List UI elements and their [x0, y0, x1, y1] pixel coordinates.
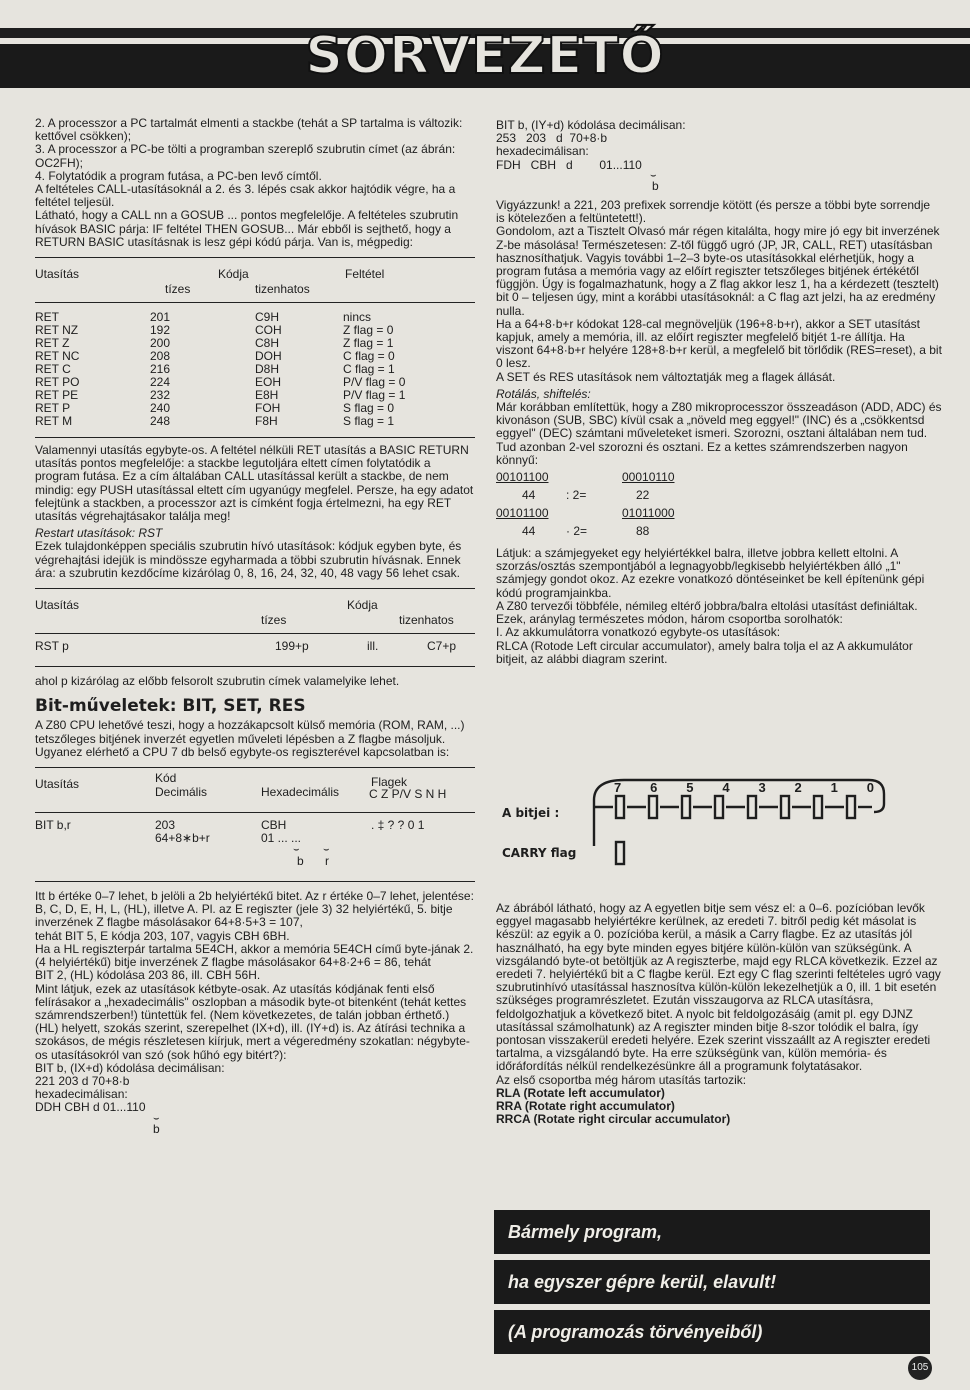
- col-utasitas: Utasítás: [35, 267, 80, 282]
- brace-icon: ⌣: [293, 844, 300, 856]
- cell: 201: [150, 310, 171, 325]
- line: BIT 2, (HL) kódolása 203 86, ill. CBH 56H.: [35, 968, 261, 983]
- cell: RET M: [35, 414, 73, 429]
- col-decimalis: Decimális: [155, 785, 208, 800]
- intro-step-2: 2. A processzor a PC tartalmát elmenti a stackbe (tehát a SP tartalma is változik: kettővel csökken);: [35, 116, 463, 144]
- paragraph: A Z80 CPU lehetővé teszi, hogy a hozzákapcsolt külső memória (ROM, RAM, ...) tetszőleges bitjének inverzét egyetlen műveleti lépésben a Z flagbe másoljuk. Ugyanez elérhető a CPU 7 db belső egybyte-os regiszterével kapcsolatban is:: [35, 718, 465, 759]
- bit-number: 3: [758, 780, 766, 795]
- binary-value: 00101100: [496, 470, 549, 485]
- cell: RET Z: [35, 336, 70, 351]
- paragraph: ahol p kizárólag az előbb felsorolt szubrutin címek valamelyike lehet.: [35, 674, 400, 689]
- page-title: SORVEZETŐ: [305, 26, 665, 86]
- decimal-value: 44: [522, 524, 536, 539]
- rst-table-header: [35, 593, 475, 629]
- intro-step-4: 4. Folytatódik a program futása, a PC-ben levő címtől.: [35, 168, 322, 183]
- cell: Z flag = 0: [343, 323, 394, 338]
- col-utasitas: Utasítás: [35, 598, 80, 613]
- a-bits-label: A bitjei :: [502, 806, 560, 820]
- cell: EOH: [255, 375, 282, 390]
- bit-number: 0: [866, 780, 874, 795]
- restart-heading: Restart utasítások: RST: [35, 526, 163, 541]
- cell: RET NZ: [35, 323, 79, 338]
- bit-numbers: [614, 780, 874, 795]
- line: hexadecimálisan:: [35, 1087, 128, 1102]
- paragraph: Gondolom, azt a Tisztelt Olvasó már régen kitalálta, hogy mire jó egy bit inverzének Z-be másolása! Természetesen: Z-től függő ugró (JP, JR, CALL, RET) utasításban hasznosíthatjuk. Vagyis további 1–2–3 byte-os utasításokkal elérhetjük, hogy a program futása a memória vagy az előírt regiszter tetszőleges bitjének értékétől függjön. Úgy is fogalmazhatunk, hogy a Z flag akkor lesz 1, ha a kérdezett (tesztelt) bit 0 – teljesen úgy, mint a korábbi utasításoknál: a C flag azt jelzi, ha az eredmény nulla.: [496, 224, 940, 318]
- cell: 192: [150, 323, 171, 338]
- paragraph: Látjuk: a számjegyeket egy helyiértékkel balra, illetve jobbra kellett eltolni. A szorzás/osztás szempontjából a legnagyobb/legkisebb helyiértékben álló „1" számjegy gondot okoz. Az ezekre vonatkozó döntéseinket be kell építenünk gépi kódú programjainkba.: [496, 546, 925, 600]
- paragraph: RLCA (Rotode Left circular accumulator), amely balra tolja el az A akkumulátor bitjeit, az alábbi diagram szerint.: [496, 638, 913, 666]
- cell: b: [297, 854, 304, 869]
- cell: E8H: [255, 388, 279, 403]
- bit-table-header: [35, 772, 475, 808]
- cell: 232: [150, 388, 171, 403]
- table-rule: [35, 812, 475, 813]
- paragraph: Valamennyi utasítás egybyte-os. A feltétel nélküli RET utasítás a BASIC RETURN utasítás pontos megfelelője: a stackbe legutoljára eltett címen folytatódik a program futása. Ez a cím általában CALL utasítással került a stackbe, de nem mindig: egy PUSH utasítással eltett cím ugyanúgy megfelel. Persze, ha egy adatot felejtünk a stackben, a processzor azt is címként fogja értelmezni, ha egy RET utasítás végrehajtásakor találja meg!: [35, 443, 474, 524]
- quote-line-1: Bármely program,: [494, 1210, 930, 1254]
- quote-line-2: ha egyszer gépre kerül, elavult!: [494, 1260, 930, 1304]
- cell: 64+8∗b+r: [155, 831, 210, 846]
- paragraph: Ha a 64+8·b+r kódokat 128-cal megnöveljük (196+8·b+r), akkor a SET utasítást kapjuk, amely a memória, ill. az előírt regiszter megfelelő bitjét 1-re állítja. Ha viszont 64+8·b+r helyére 128+8·b+r kerül, a megfelelő bit törlődik (RES=reset), a bit 0 lesz.: [496, 316, 942, 371]
- col-feltetel: Feltétel: [345, 267, 385, 282]
- cell: S flag = 0: [343, 401, 395, 416]
- paragraph: Ezek tulajdonképpen speciális szubrutin hívó utasítások: kódjuk egyben byte, és végrehajtási idejük is mindössze egyharmada a többi szubrutin hívásnak. Ennek ára: a szubrutin kezdőcíme kizárólag 0, 8, 16, 24, 32, 40, 48 vagy 56 lehet csak.: [35, 539, 462, 580]
- cell: FOH: [255, 401, 281, 416]
- bit-number: 2: [794, 780, 802, 795]
- cell: 240: [150, 401, 171, 416]
- cell: RET NC: [35, 349, 80, 364]
- table-rule: [35, 767, 475, 768]
- col-kod: Kód: [155, 771, 177, 786]
- table-rule: [35, 633, 475, 634]
- right-column-lower: [496, 902, 942, 1126]
- line: DDH CBH d 01...110: [35, 1100, 146, 1115]
- cell: C8H: [255, 336, 280, 351]
- binary-value: 01011000: [622, 506, 675, 521]
- cell: DOH: [255, 349, 282, 364]
- paragraph: Vigyázzunk! a 221, 203 prefixek sorrendje kötött (és persze a többi byte sorrendje is kötelezően a feltüntetett!).: [496, 198, 931, 226]
- operator: · 2=: [566, 524, 588, 539]
- cell: r: [325, 854, 329, 869]
- paragraph: Már korábban említettük, hogy a Z80 mikroprocesszor összeadáson (ADD, ADC) és kivonáson (SUB, SBC) kívül csak a „növeld meg eggyel!" (INC) és a „csökkentsd eggyel" (DEC) számtani műveleteket ismeri. Szorozni, osztani általában nem tud. Tud azonban 2-vel szorozni és osztani. Ez a kettes számrendszerben nagyon könnyű:: [496, 400, 942, 467]
- cell: RET P: [35, 401, 71, 416]
- line: FDH CBH d 01...110: [496, 157, 642, 172]
- col-hexadecimalis: Hexadecimális: [261, 785, 340, 800]
- table-row: [35, 415, 475, 428]
- line: hexadecimálisan:: [496, 144, 589, 159]
- col-utasitas: Utasítás: [35, 777, 80, 792]
- cell: P/V flag = 1: [343, 388, 406, 403]
- cell: . ‡ ? ? 0 1: [371, 818, 425, 833]
- cell: C7+p: [427, 639, 457, 654]
- bit-number: 4: [722, 780, 730, 795]
- cell: S flag = 1: [343, 414, 395, 429]
- cell: Z flag = 1: [343, 336, 394, 351]
- cell: 01 ... ...: [261, 831, 302, 846]
- bit-number: 1: [830, 780, 838, 795]
- rst-row: [35, 640, 475, 662]
- cell: 199+p: [275, 639, 309, 654]
- cell: COH: [255, 323, 282, 338]
- cell: RST p: [35, 639, 69, 654]
- cell: 200: [150, 336, 171, 351]
- col-tizenhatos: tizenhatos: [399, 613, 454, 628]
- paragraph: A SET és RES utasítások nem változtatják meg a flagek állását.: [496, 369, 836, 384]
- intro-gosub: Látható, hogy a CALL nn a GOSUB ... pontos megfelelője. A feltételes szubrutin hívások BASIC párja: IF feltétel THEN GOSUB... Már ebből is sejthető, hogy a RETURN BASIC utasításnak is lesz gépi kódú párja. Van is, mégpedig:: [35, 208, 459, 249]
- intro-conditional: A feltételes CALL-utasításoknál a 2. és 3. lépés csak akkor hajtódik végre, ha a feltétel teljesül.: [35, 182, 456, 210]
- binary-value: 00010110: [622, 470, 675, 485]
- cell: 248: [150, 414, 171, 429]
- col-tizes: tízes: [165, 282, 191, 297]
- left-column: [35, 117, 475, 1136]
- list-item: RRCA (Rotate right circular accumulator): [496, 1112, 731, 1127]
- ret-table-header: [35, 262, 475, 298]
- paragraph: Az első csoportba még három utasítás tartozik:: [496, 1072, 747, 1087]
- intro-step-3: 3. A processzor a PC-be tölti a programban szereplő szubrutin címet (az ábrán: OC2FH);: [35, 142, 456, 170]
- cell: RET PO: [35, 375, 80, 390]
- table-rule: [35, 666, 475, 667]
- line: 253 203 d 70+8·b: [496, 131, 608, 146]
- list-item: RRA (Rotate right accumulator): [496, 1099, 675, 1114]
- paragraph: A Z80 tervezői többféle, némileg eltérő jobbra/balra eltolási utasítást definiáltak. Ezek, aránylag természetes módon, három csoportba sorolhatók:: [496, 598, 918, 627]
- rlca-diagram: [494, 770, 934, 880]
- cell: nincs: [343, 310, 372, 325]
- brace-icon: ⌣: [323, 844, 330, 856]
- table-rule: [35, 257, 475, 258]
- cell: C flag = 0: [343, 349, 395, 364]
- binary-value: 00101100: [496, 506, 549, 521]
- paragraph: Itt b értéke 0–7 lehet, b jelöli a 2b helyiértékű bitet. Az r értéke 0–7 lehet, jelentése: B, C, D, E, H, L, (HL), illetve A. Pl. az E regiszter (jele 3) 32 helyiértékű, 5. bitje inverzének Z flagbe másolásakor 64+8·5+3 = 107,: [35, 889, 474, 930]
- bit-number: 6: [650, 780, 658, 795]
- cell: C flag = 1: [343, 362, 395, 377]
- carry-flag-label: CARRY flag: [502, 846, 577, 860]
- brace-icon: ⌣: [650, 169, 657, 181]
- section-title: Bit-műveletek: BIT, SET, RES: [35, 696, 306, 717]
- col-kodja: Kódja: [347, 598, 378, 613]
- line: 221 203 d 70+8·b: [35, 1073, 130, 1088]
- decimal-value: 22: [636, 488, 650, 503]
- cell: RET PE: [35, 388, 79, 403]
- line: b: [153, 1121, 160, 1136]
- line: BIT b, (IX+d) kódolása decimálisan:: [35, 1060, 225, 1075]
- line: tehát BIT 5, E kódja 203, 107, vagyis CBH 6BH.: [35, 928, 290, 943]
- list-item: RLA (Rotate left accumulator): [496, 1085, 665, 1100]
- cell: RET C: [35, 362, 71, 377]
- decimal-value: 88: [636, 524, 650, 539]
- cell: 203: [155, 818, 176, 833]
- quote-line-3: (A programozás törvényeiből): [494, 1310, 930, 1354]
- ret-table: [35, 311, 475, 428]
- paragraph: I. Az akkumulátorra vonatkozó egybyte-os utasítások:: [496, 625, 781, 640]
- cell: P/V flag = 0: [343, 375, 406, 390]
- cell: 224: [150, 375, 171, 390]
- col-tizes: tízes: [261, 613, 287, 628]
- table-rule: [35, 302, 475, 303]
- cell: BIT b,r: [35, 818, 71, 833]
- col-kodja: Kódja: [218, 267, 249, 282]
- bit-row: [35, 819, 475, 877]
- operator: : 2=: [566, 488, 587, 503]
- cell: 216: [150, 362, 171, 377]
- col-flags: C Z P/V S N H: [369, 787, 447, 802]
- cell: ill.: [367, 639, 379, 654]
- cell: CBH: [261, 818, 287, 833]
- cell: C9H: [255, 310, 280, 325]
- cell: 208: [150, 349, 171, 364]
- cell: D8H: [255, 362, 280, 377]
- bit-boxes: [594, 796, 872, 864]
- table-rule: [35, 437, 475, 438]
- cell: F8H: [255, 414, 278, 429]
- right-column: [496, 119, 942, 666]
- cell: RET: [35, 310, 59, 325]
- decimal-value: 44: [522, 488, 536, 503]
- line: Ha a HL regiszterpár tartalma 5E4CH, akkor a memória 5E4CH című byte-jának 2. (4 helyiértékű) bitje inverzének Z flagbe másolásakor 64+8·2+6 = 86, tehát: [35, 941, 474, 970]
- bit-number: 7: [614, 780, 622, 795]
- paragraph: Az ábrából látható, hogy az A egyetlen bitje sem vész el: a 0–6. pozícióban levők eggyel magasabb helyiértékre kerülnek, az eredeti 7. bitről pedig két másolat is készül: az egyik a 0. pozícióba kerül, a másik a Carry flagbe. Ez az utasítás jól használható, ha egy byte minden egyes bitjére külön-külön van szükségünk. A vizsgálandó byte-ot betöltjük az A regiszterbe, majd egy RLCA következik. Ezzel az eredeti 7. helyiértékű bit a C flagbe kerül. Ezt egy C flag szerinti feltételes ugró vagy szubrutinhívó utasítással hasznosítva külön-külön lekezelhetjük a 0, ill. 1 bit esetén szükséges programrészletet. Ezután visszaugorva az RLCA utasításra, feldolgozhatjuk a következő bitet. A nyolc bit feldolgozásáig (amit pl. egy DJNZ utasítással számolhatunk) az A regiszter minden bitje 8-szor tolódik el balra, így pontosan visszakerül eredeti helyére. Ezek szerint visszaállt az A regiszter eredeti tartalma, a vizsgálandó byte. Ha erre szükségünk van, külön memória- és időráfordítás nélkül rendelkezésünkre áll a programunk folytatásakor.: [496, 901, 941, 1074]
- col-tizenhatos: tizenhatos: [255, 282, 310, 297]
- page-number: 105: [908, 1356, 932, 1380]
- brace-icon: ⌣: [153, 1112, 160, 1124]
- line: b: [652, 178, 659, 193]
- bit-number: 5: [686, 780, 694, 795]
- binary-examples: [496, 471, 942, 547]
- table-rule: [35, 588, 475, 589]
- table-rule: [35, 881, 475, 882]
- col-flagek: Flagek: [371, 775, 408, 790]
- line: Mint látjuk, ezek az utasítások kétbyte-osak. Az utasítás kódjának fenti első felírásakor a „hexadecimális" oszlopban a második byte-ot bitenként (tehát kettes számrendszerben!) tüntettük fel. (Nem következetes, de talán jobban érthető.) (HL) helyett, szokás szerint, szerepelhet (IX+d), ill. (IY+d) is. Az átírási technika a szokásos, de mégis részletesen kiírjuk, mert a végeredmény szokatlan: négybyte-os utasításokról van szó (sok hűhó egy bitért?):: [35, 981, 470, 1062]
- rotation-heading: Rotálás, shiftelés:: [496, 386, 591, 401]
- line: BIT b, (IY+d) kódolása decimálisan:: [496, 118, 686, 132]
